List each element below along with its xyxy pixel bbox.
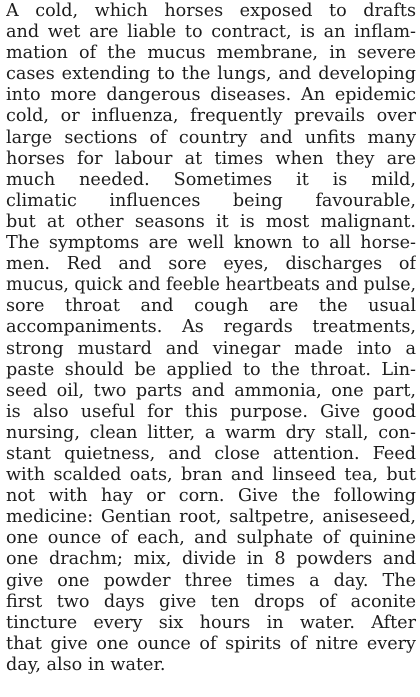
text-line: tincture every six hours in water. After <box>6 612 416 633</box>
text-line: cold, or influenza, frequently prevails over <box>6 106 416 127</box>
text-line: mucus, quick and feeble heartbeats and pulse, <box>6 275 416 296</box>
text-line: strong mustard and vinegar made into a <box>6 338 416 359</box>
text-line: cases extending to the lungs, and developing <box>6 64 416 85</box>
text-line: accompaniments. As regards treatments, <box>6 317 416 338</box>
text-line: climatic influences being favourable, <box>6 190 416 211</box>
text-line: large sections of country and unfits many <box>6 127 416 148</box>
text-line: A cold, which horses exposed to drafts <box>6 1 416 21</box>
article-column <box>6 1 416 697</box>
text-line: and wet are liable to contract, is an inflam- <box>6 22 416 43</box>
text-line: horses for labour at times when they are <box>6 148 416 169</box>
text-line: first two days give ten drops of aconite <box>6 591 416 612</box>
text-line: one ounce of each, and sulphate of quinine <box>6 528 416 549</box>
text-line: paste should be applied to the throat. Lin- <box>6 359 416 380</box>
text-line: men. Red and sore eyes, discharges of <box>6 254 416 275</box>
text-line: one drachm; mix, divide in 8 powders and <box>6 549 416 570</box>
text-line: day, also in water. <box>6 654 166 675</box>
text-line: stant quietness, and close attention. Feed <box>6 443 416 464</box>
text-line: much needed. Sometimes it is mild, <box>6 169 416 190</box>
text-line: into more dangerous diseases. An epidemic <box>6 85 416 106</box>
text-line: seed oil, two parts and ammonia, one part, <box>6 380 416 401</box>
text-line: nursing, clean litter, a warm dry stall, con- <box>6 422 416 443</box>
text-line: but at other seasons it is most malignant. <box>6 211 416 232</box>
text-line: give one powder three times a day. The <box>6 570 416 591</box>
text-line: mation of the mucus membrane, in severe <box>6 43 416 64</box>
text-line: medicine: Gentian root, saltpetre, aniseseed, <box>6 507 416 528</box>
text-line: The symptoms are well known to all horse- <box>6 233 416 254</box>
text-line: that give one ounce of spirits of nitre every <box>6 633 416 654</box>
text-line: sore throat and cough are the usual <box>6 296 416 317</box>
text-line: is also useful for this purpose. Give good <box>6 401 416 422</box>
text-line: not with hay or corn. Give the following <box>6 486 416 507</box>
text-line: with scalded oats, bran and linseed tea, but <box>6 465 416 486</box>
